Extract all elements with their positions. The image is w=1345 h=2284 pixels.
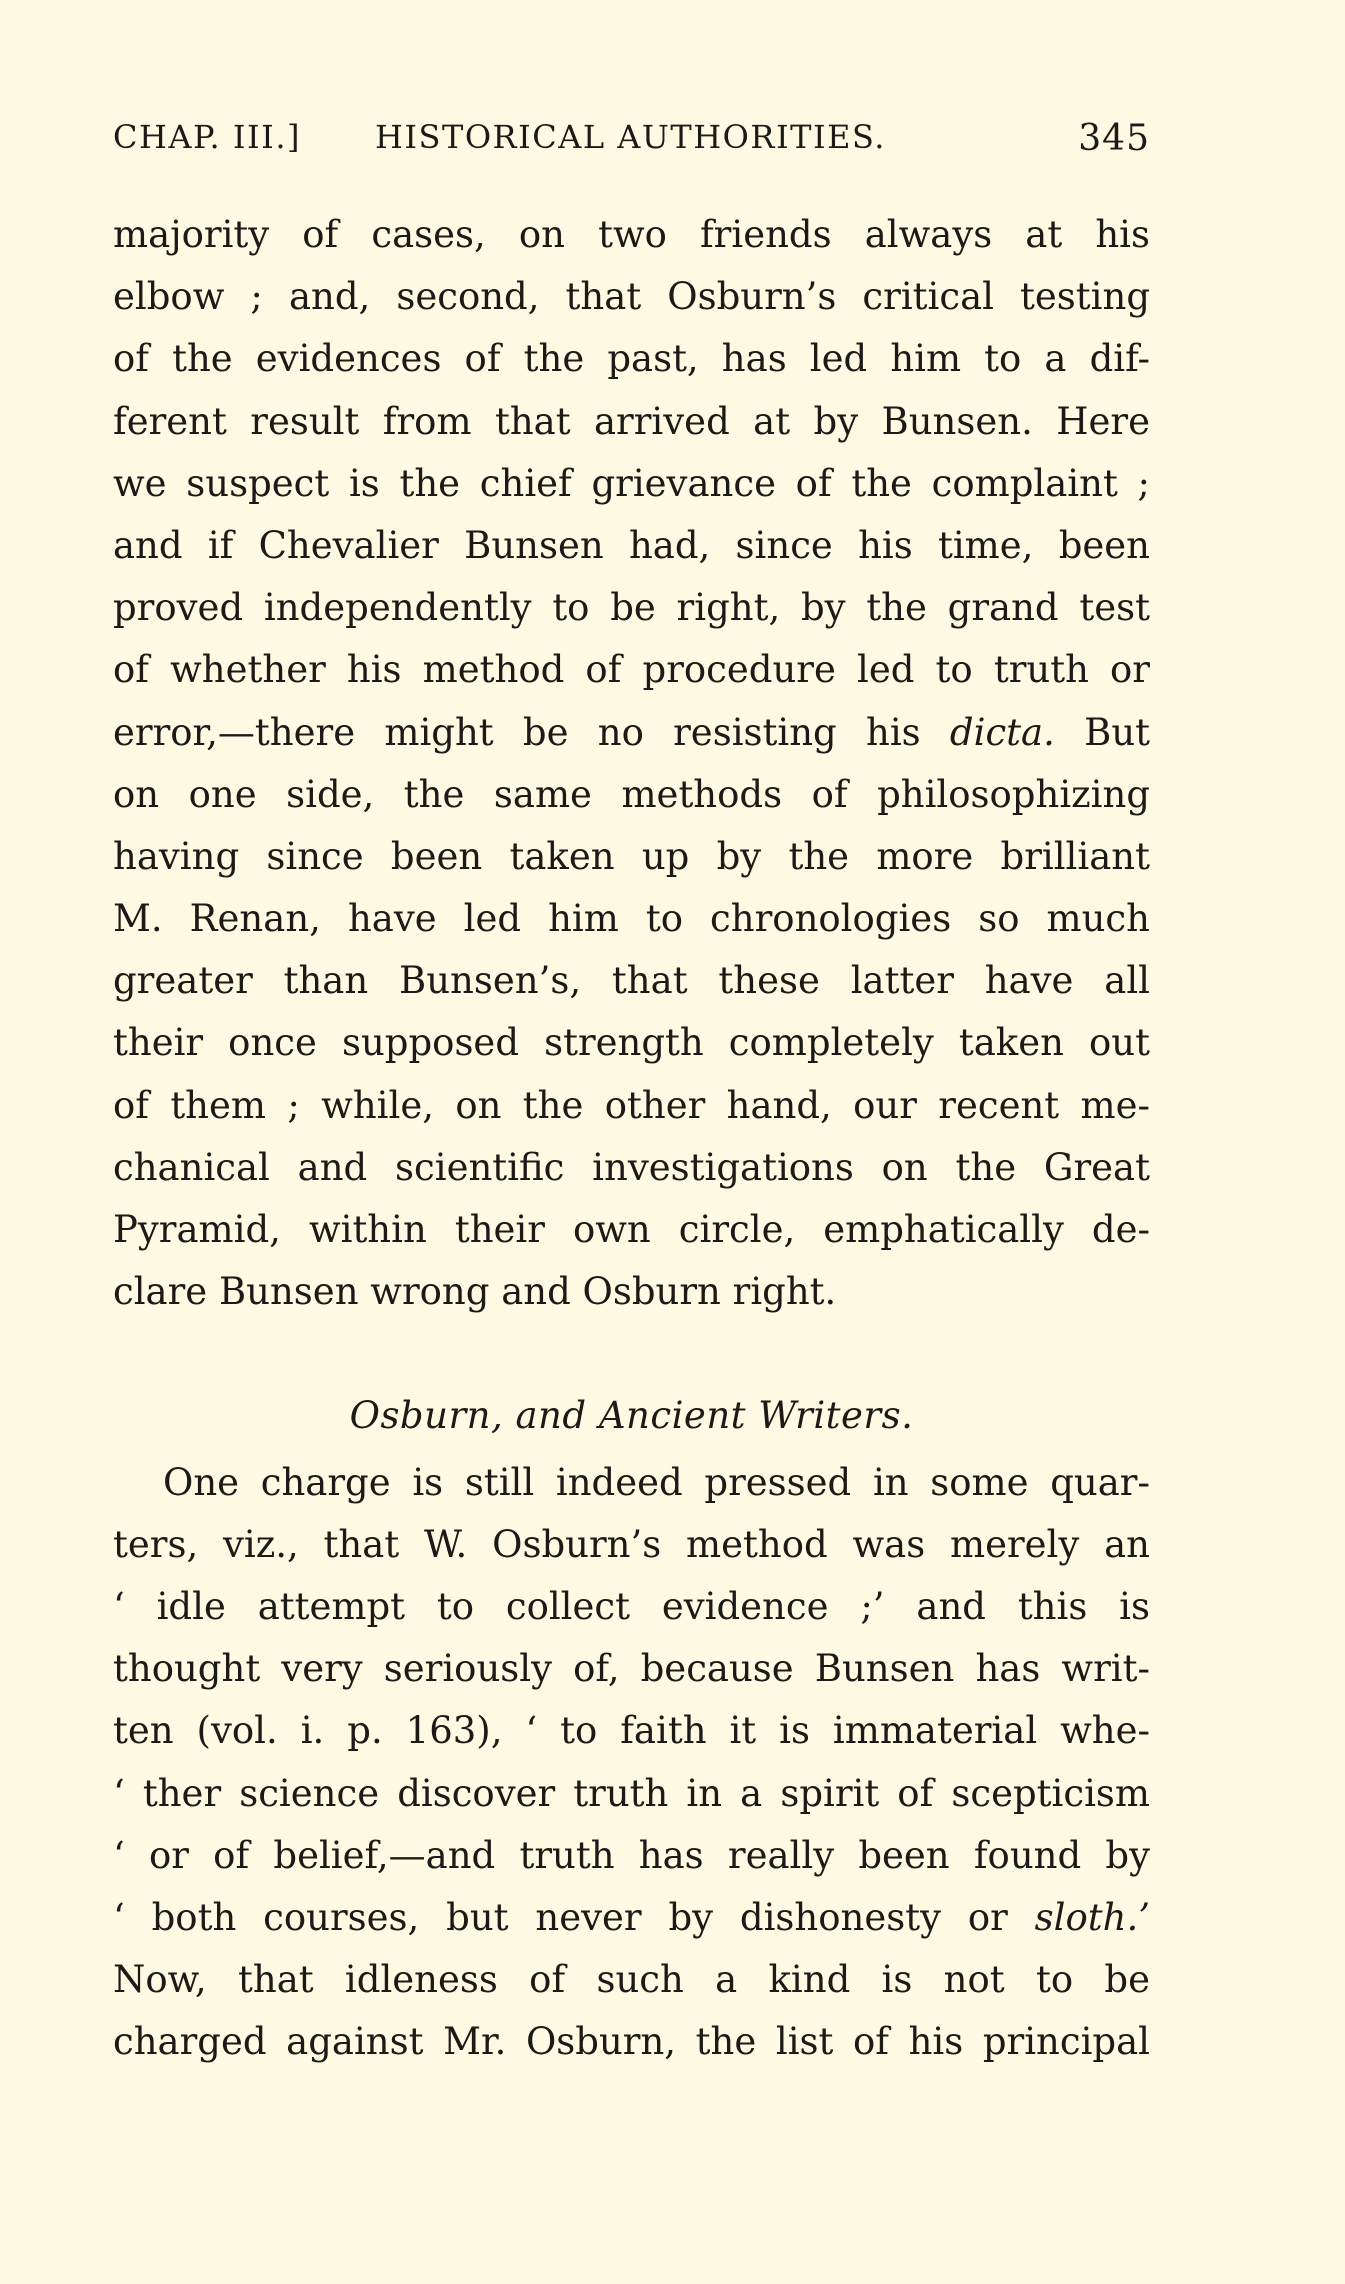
italic-word: dicta. (949, 710, 1055, 754)
text-line: M. Renan, have led him to chronologies so much (113, 897, 1150, 941)
running-title: HISTORICAL AUTHORITIES. (375, 118, 886, 156)
text-line: charged against Mr. Osburn, the list of his principal (113, 2020, 1150, 2064)
text-line: clare Bunsen wrong and Osburn right. (113, 1270, 837, 1314)
text-line: of the evidences of the past, has led him to a dif- (113, 337, 1150, 381)
text-line: proved independently to be right, by the grand test (113, 586, 1150, 630)
page-number: 345 (1078, 118, 1150, 159)
text-line-mixed (113, 702, 1150, 764)
text-line: having since been taken up by the more brilliant (113, 834, 1150, 878)
text-line: ‘ ther science discover truth in a spirit of scepticism (113, 1771, 1150, 1815)
paragraph (113, 1452, 1150, 2074)
text-line: One charge is still indeed pressed in some quar- (163, 1460, 1150, 1504)
text-line: Pyramid, within their own circle, emphatically de- (113, 1208, 1150, 1251)
italic-word: sloth.’ (1034, 1895, 1150, 1939)
chapter-label: CHAP. III.] (113, 118, 301, 156)
text-line: ters, viz., that W. Osburn’s method was merely an (113, 1522, 1150, 1566)
text-run: But (1084, 710, 1150, 754)
text-line: of them ; while, on the other hand, our recent me- (113, 1083, 1150, 1127)
text-line: thought very seriously of, because Bunsen has writ- (113, 1647, 1150, 1691)
text-line: we suspect is the chief grievance of the complaint ; (113, 461, 1150, 505)
page-body (113, 204, 1150, 2073)
text-run: error,—there might be no resisting his (113, 710, 921, 754)
text-line: of whether his method of procedure led to truth or (113, 648, 1150, 692)
text-line: chanical and scientific investigations on the Great (113, 1145, 1150, 1189)
text-line: ‘ idle attempt to collect evidence ;’ and this is (113, 1584, 1150, 1628)
text-line: ten (vol. i. p. 163), ‘ to faith it is immaterial whe- (113, 1709, 1150, 1753)
text-line: Now, that idleness of such a kind is not to be (113, 1958, 1150, 2002)
paragraph (113, 204, 1150, 1323)
text-line: on one side, the same methods of philosophizing (113, 772, 1150, 816)
text-line: ferent result from that arrived at by Bunsen. Here (113, 399, 1150, 443)
text-line: elbow ; and, second, that Osburn’s critical testing (113, 275, 1150, 319)
text-line-mixed (113, 1887, 1150, 1949)
text-line: their once supposed strength completely taken out (113, 1021, 1150, 1065)
text-line: greater than Bunsen’s, that these latter have all (113, 959, 1150, 1003)
running-head (113, 118, 1150, 168)
text-line: ‘ or of belief,—and truth has really been found by (113, 1833, 1150, 1877)
text-line: and if Chevalier Bunsen had, since his time, been (113, 523, 1150, 567)
text-line: majority of cases, on two friends always at his (113, 213, 1150, 256)
text-run: ‘ both courses, but never by dishonesty or (113, 1895, 1008, 1939)
section-heading: Osburn, and Ancient Writers. (349, 1394, 914, 1438)
